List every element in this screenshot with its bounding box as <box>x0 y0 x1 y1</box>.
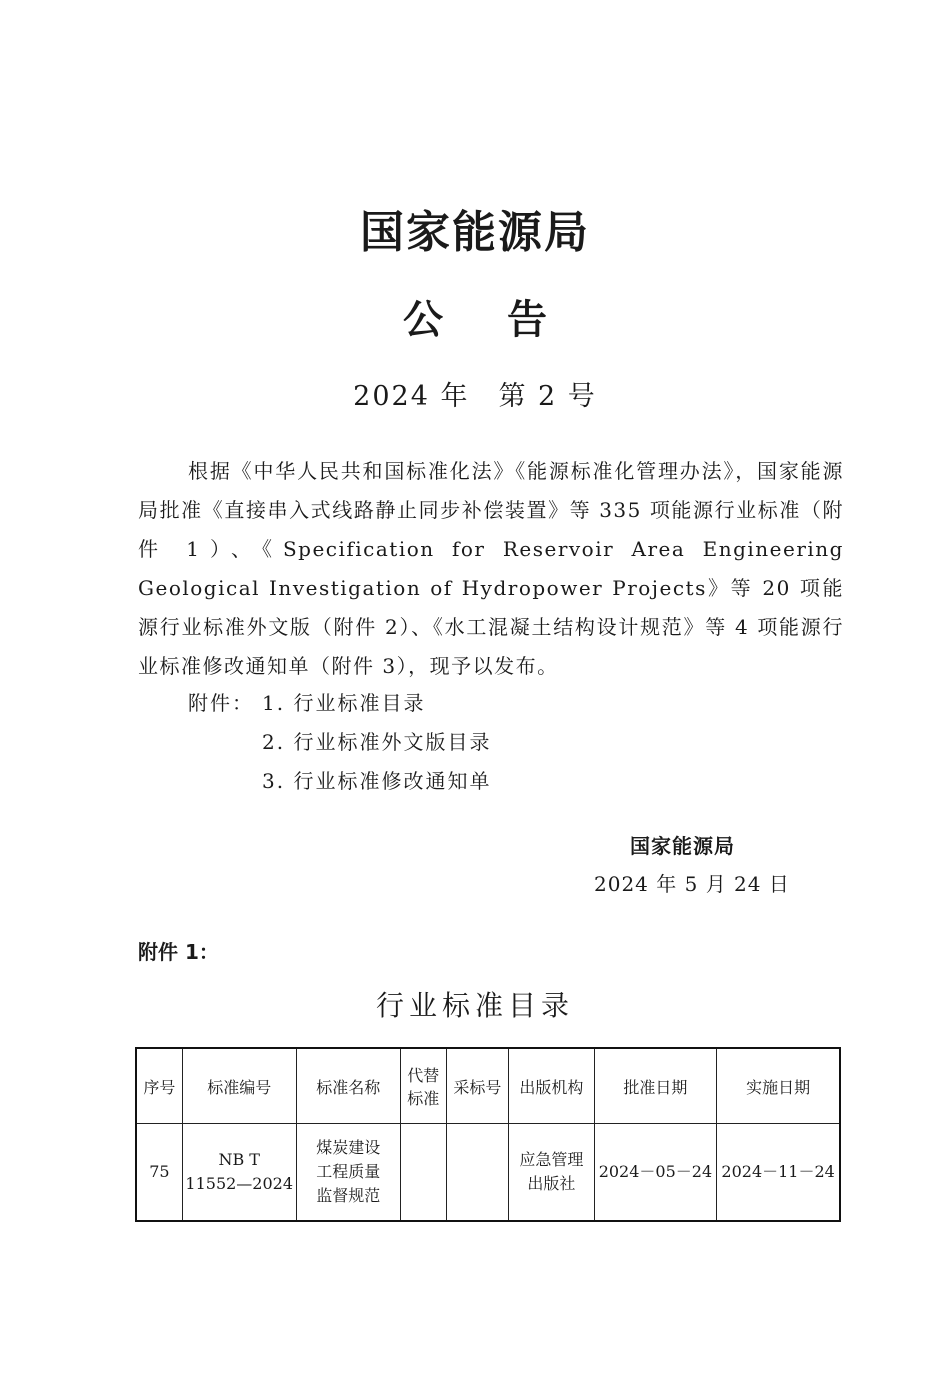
cell-adopted <box>446 1124 509 1222</box>
attachment-heading: 附件 1： <box>138 940 219 964</box>
cell-name <box>296 1124 400 1222</box>
cell-impl-date: 2024－11－24 <box>717 1124 840 1222</box>
cell-code <box>182 1124 296 1222</box>
header-replaced-line: 标准 <box>407 1089 440 1108</box>
cell-name-line: 监督规范 <box>316 1186 381 1205</box>
attachment-list <box>188 684 491 801</box>
cell-publisher-line: 出版社 <box>527 1174 576 1193</box>
document-number: 2024 年 第 2 号 <box>353 381 597 412</box>
cell-code-line: 11552—2024 <box>185 1174 294 1193</box>
announcement-body <box>138 452 844 686</box>
cell-code-line: NB T <box>218 1150 260 1169</box>
signature-date: 2024 年 5 月 24 日 <box>594 872 790 896</box>
attachment-item <box>188 723 491 762</box>
attachment-item-text: 2. 行业标准外文版目录 <box>262 730 492 754</box>
header-publisher: 出版机构 <box>509 1048 594 1124</box>
table-header-row <box>136 1048 840 1124</box>
attachment-item-text: 3. 行业标准修改通知单 <box>262 769 492 793</box>
cell-name-line: 工程质量 <box>316 1162 381 1181</box>
standards-table <box>135 1047 841 1222</box>
cell-approval-date: 2024－05－24 <box>594 1124 717 1222</box>
attachment-item <box>188 762 491 801</box>
attachment-item <box>188 684 491 723</box>
cell-replaced <box>400 1124 446 1222</box>
header-name: 标准名称 <box>296 1048 400 1124</box>
signature-org: 国家能源局 <box>630 834 735 858</box>
announcement-paragraph: 根据《中华人民共和国标准化法》《能源标准化管理办法》，国家能源局批准《直接串入式线路静止同步补偿装置》等 335 项能源行业标准（附件 1）、《Specification for Reservoir Area Engineering Geological Investigation of Hydropower Projects》等 20 项能源行业标准外文版（附件 2）、《水工混凝土结构设计规范》等 4 项能源行业标准修改通知单（附件 3），现予以发布。 <box>138 459 844 678</box>
header-approval-date: 批准日期 <box>594 1048 717 1124</box>
table-title: 行业标准目录 <box>375 989 574 1022</box>
table-row <box>136 1124 840 1222</box>
issuing-org-title: 国家能源局 <box>360 207 590 258</box>
header-replaced <box>400 1048 446 1124</box>
header-seq: 序号 <box>136 1048 182 1124</box>
header-code: 标准编号 <box>182 1048 296 1124</box>
header-replaced-line: 代替 <box>407 1066 440 1085</box>
cell-publisher <box>509 1124 594 1222</box>
document-type-heading: 公告 <box>403 297 611 343</box>
header-impl-date: 实施日期 <box>717 1048 840 1124</box>
header-adopted: 采标号 <box>446 1048 509 1124</box>
attachment-label: 附件： <box>188 691 254 715</box>
attachment-item-text: 1. 行业标准目录 <box>262 691 426 715</box>
cell-name-line: 煤炭建设 <box>316 1138 381 1157</box>
cell-seq: 75 <box>136 1124 182 1222</box>
cell-publisher-line: 应急管理 <box>519 1150 584 1169</box>
